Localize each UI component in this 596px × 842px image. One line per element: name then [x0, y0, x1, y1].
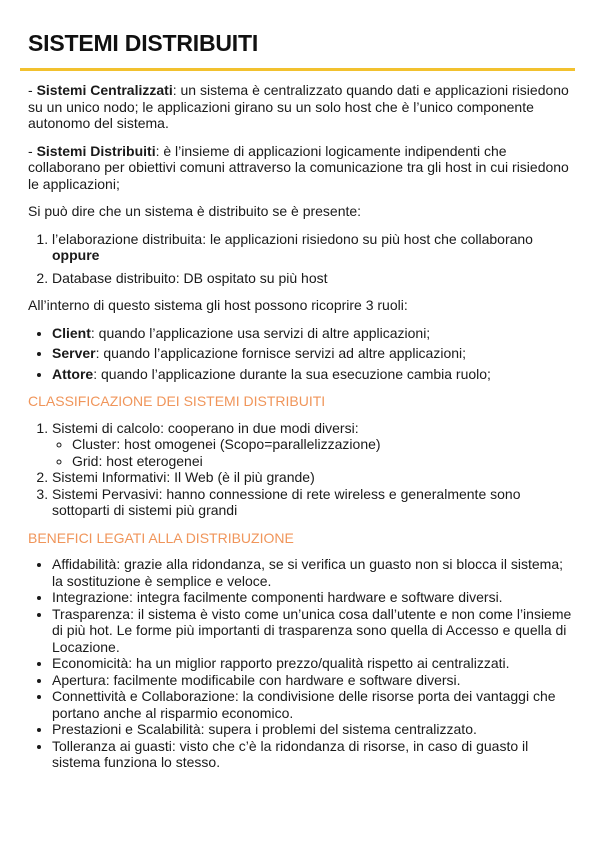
list-item: 2. Database distribuito: DB ospitato su più host — [52, 270, 576, 287]
list-item: 3. Sistemi Pervasivi: hanno connessione di rete wireless e generalmente sono sottoparti di sistemi più grandi — [52, 486, 576, 519]
title-divider — [20, 68, 575, 71]
paragraph-intro: Si può dire che un sistema è distribuito se è presente: — [28, 203, 362, 219]
page-title: SISTEMI DISTRIBUITI — [28, 30, 259, 56]
list-item-bold: oppure — [52, 247, 100, 263]
sub-list-item: ◦ Grid: host eterogenei — [72, 453, 576, 470]
role-desc: : quando l’applicazione fornisce servizi ad altre applicazioni; — [95, 345, 467, 361]
list-item: • Prestazioni e Scalabilità: supera i problemi del sistema centralizzato. — [52, 721, 576, 738]
list-item: • Integrazione: integra facilmente componenti hardware e software diversi. — [52, 589, 576, 606]
list-item: • Tolleranza ai guasti: visto che c’è la ridondanza di risorse, in caso di guasto il sistema funziona lo stesso. — [52, 738, 576, 771]
roles-list — [28, 325, 576, 383]
sub-list-item: ◦ Cluster: host omogenei (Scopo=parallelizzazione) — [72, 436, 576, 453]
section-heading-classification: CLASSIFICAZIONE DEI SISTEMI DISTRIBUITI — [28, 393, 326, 409]
list-item-text: l’elaborazione distribuita: le applicazioni risiedono su più host che collaborano — [52, 230, 533, 247]
list-item: • Connettività e Collaborazione: la condivisione delle risorse porta dei vantaggi che portano anche al risparmio economico. — [52, 688, 576, 721]
list-item: • Affidabilità: grazie alla ridondanza, se si verifica un guasto non si blocca il sistema; la sostituzione è semplice e veloce. — [52, 556, 576, 589]
list-item — [52, 345, 576, 362]
paragraph-centralized: - Sistemi Centralizzati: un sistema è centralizzato quando dati e applicazioni risiedono su un unico nodo; le applicazioni girano su un solo host che è l’unico componente autonomo del sistema. — [28, 82, 569, 131]
section-heading-benefits: BENEFICI LEGATI ALLA DISTRIBUZIONE — [28, 529, 294, 546]
sub-list — [52, 436, 576, 469]
paragraph-roles-intro: All’interno di questo sistema gli host possono ricoprire 3 ruoli: — [28, 297, 408, 313]
role-name: Client — [52, 324, 91, 341]
list-item — [52, 366, 576, 383]
document-body — [28, 82, 576, 782]
role-name: Attore — [52, 365, 94, 382]
list-item: • Apertura: facilmente modificabile con hardware e software diversi. — [52, 672, 576, 689]
list-item: • Economicità: ha un miglior rapporto prezzo/qualità rispetto ai centralizzati. — [52, 655, 576, 672]
list-item-text: Sistemi di calcolo: cooperano in due modi diversi: — [52, 419, 359, 436]
list-item — [52, 420, 576, 470]
role-name: Server — [52, 345, 96, 361]
role-desc: : quando l’applicazione usa servizi di altre applicazioni; — [90, 324, 431, 341]
distribution-conditions-list — [28, 231, 576, 287]
benefits-list — [28, 556, 576, 771]
classification-list — [28, 420, 576, 519]
term-distributed: Sistemi Distribuiti — [36, 142, 156, 159]
paragraph-distributed: - Sistemi Distribuiti: è l’insieme di applicazioni logicamente indipendenti che collaborano per obiettivi comuni attraverso la comunicazione tra gli host in cui risiedono le applicazioni; — [28, 142, 569, 192]
term-centralized: Sistemi Centralizzati — [36, 82, 173, 98]
list-item: • Trasparenza: il sistema è visto come un’unica cosa dall’utente e non come l’insieme di più hot. Le forme più importanti di trasparenza sono quella di Accesso e quella di Locazione. — [52, 606, 576, 656]
list-item: 2. Sistemi Informativi: Il Web (è il più grande) — [52, 469, 576, 486]
list-item — [52, 325, 576, 342]
definition-distributed: : è l’insieme di applicazioni logicamente indipendenti che collaborano per obiettivi comuni attraverso la comunicazione tra gli host in cui risiedono le applicazioni; — [28, 142, 569, 192]
role-desc: : quando l’applicazione durante la sua esecuzione cambia ruolo; — [93, 365, 491, 382]
list-item — [52, 231, 576, 264]
definition-centralized: : un sistema è centralizzato quando dati e applicazioni risiedono su un unico nodo; le applicazioni girano su un solo host che è l’unico componente autonomo del sistema. — [28, 82, 569, 131]
